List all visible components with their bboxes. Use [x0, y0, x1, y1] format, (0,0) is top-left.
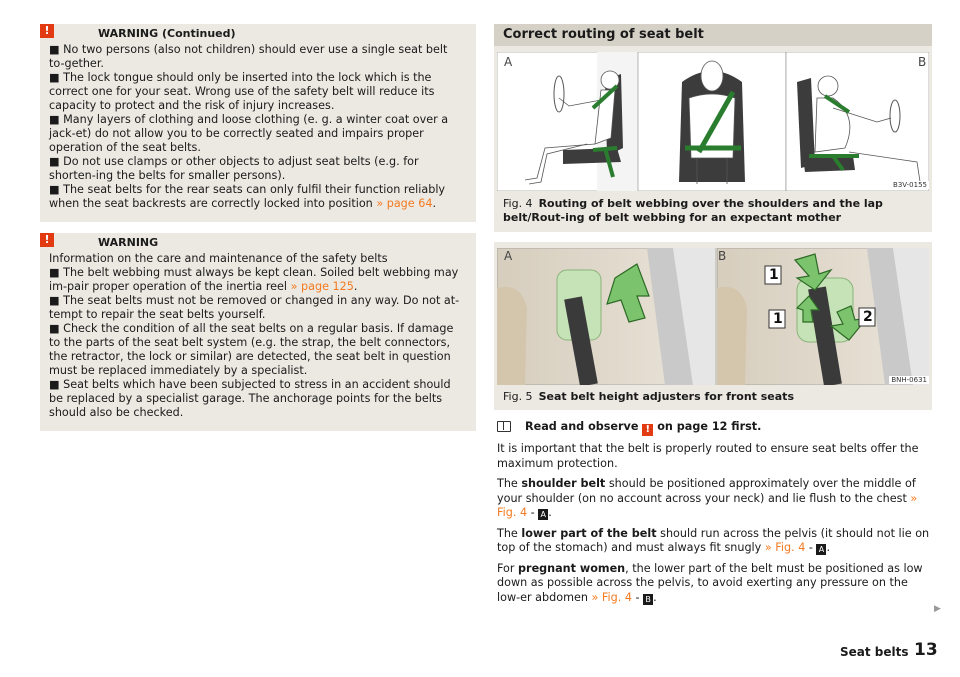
figure-4-caption-text: Routing of belt webbing over the shoulders and the lap belt/Rout-ing of belt webbing for an expectant mother — [503, 197, 883, 224]
figure-5-caption-text: Seat belt height adjusters for front seats — [538, 390, 794, 403]
paragraph-lap-belt: The lower part of the belt should run across the pelvis (it should not lie on top of the stomach) and must always fit snugly » Fig. 4 - A . — [497, 526, 930, 554]
figure-5 — [494, 242, 932, 410]
figure-5-code: BNH-0631 — [891, 376, 927, 384]
fig-4-link[interactable]: » Fig. 4 — [497, 491, 918, 519]
warning-item: ■ The seat belts for the rear seats can only fulfil their function reliably when the seat backrests are correctly locked into position » page 64. — [49, 183, 446, 210]
warning-item: ■ The seat belts must not be removed or changed in any way. Do not at-tempt to repair the seat belts yourself. — [49, 294, 460, 321]
warning-icon: ! — [40, 233, 54, 247]
fig-4-link[interactable]: » Fig. 4 — [591, 590, 632, 604]
warning-intro: Information on the care and maintenance of the safety belts — [49, 252, 388, 265]
figure-5-caption — [503, 390, 794, 404]
box-letter-b: B — [643, 594, 653, 605]
read-and-observe: Read and observe ! on page 12 first. — [525, 420, 933, 436]
section-title: Correct routing of seat belt — [494, 24, 932, 46]
warning-item: ■ Do not use clamps or other objects to adjust seat belts (e.g. for shorten-ing the belts for smaller persons). — [49, 155, 419, 182]
figure-4-caption — [503, 197, 928, 225]
warning-continued-body — [49, 43, 466, 211]
paragraph-pregnant-women: For pregnant women, the lower part of the belt must be positioned as low down as possible across the pelvis, to avoid exerting any pressure on the low-er abdomen » Fig. 4 - B . — [497, 561, 923, 604]
page-125-link[interactable]: » page 125 — [290, 280, 354, 293]
marker-2: 2 — [863, 309, 873, 325]
figure-4-number: Fig. 4 — [503, 197, 533, 210]
figure-4-label-a: A — [504, 55, 513, 69]
paragraph-belt-routing: It is important that the belt is properly routed to ensure seat belts offer the maximum protection. — [497, 442, 919, 470]
warning-item: ■ No two persons (also not children) should ever use a single seat belt to-gether. — [49, 43, 448, 70]
figure-5-label-b: B — [718, 249, 727, 263]
warning-body — [49, 252, 466, 420]
figure-4-illustration — [497, 52, 929, 191]
page-number: 13 — [914, 640, 938, 660]
marker-1-lower: 1 — [773, 311, 783, 327]
continue-arrow-icon: ▶ — [934, 604, 941, 614]
figure-5-number: Fig. 5 — [503, 390, 533, 403]
warning-continued-header — [44, 24, 466, 43]
warning-item: ■ Seat belts which have been subjected to stress in an accident should be replaced by a specialist garage. The anchorage points for the belts should also be checked. — [49, 378, 451, 419]
warning-item: ■ The lock tongue should only be inserted into the lock which is the correct one for your seat. Wrong use of the safety belt will reduce its capacity to protect and the risk of injury increases. — [49, 71, 435, 112]
warning-icon: ! — [40, 24, 54, 38]
figure-4-code: B3V-0155 — [893, 181, 927, 189]
box-letter-a: A — [816, 544, 826, 555]
main-text — [497, 420, 933, 611]
figure-4-label-b: B — [918, 55, 927, 69]
figure-5-label-a: A — [504, 249, 513, 263]
box-letter-a: A — [538, 509, 548, 520]
book-icon — [497, 421, 511, 432]
fig-4-link[interactable]: » Fig. 4 — [764, 541, 806, 554]
warning-item: ■ Check the condition of all the seat belts on a regular basis. If damage to the parts of the seat belt system (e.g. the strap, the belt connectors, the retractor, the lock or similar) are detected, the seat belt in question must be replaced immediately by a specialist. — [49, 322, 454, 377]
warning-title: WARNING — [98, 236, 159, 249]
page-64-link[interactable]: » page 64 — [376, 197, 433, 210]
paragraph-shoulder-belt: The shoulder belt should be positioned approximately over the middle of your shoulder (on no account across your neck) and lie flush to the chest » Fig. 4 - A . — [497, 477, 918, 519]
warning-continued-title: WARNING (Continued) — [98, 27, 236, 40]
footer-section-label: Seat belts — [840, 645, 909, 659]
warning-continued-box — [40, 24, 476, 222]
warning-header — [44, 233, 466, 252]
warning-icon: ! — [642, 424, 653, 436]
warning-item: ■ Many layers of clothing and loose clothing (e. g. a winter coat over a jack-et) do not allow you to be correctly seated and impairs proper operation of the seat belts. — [49, 113, 449, 154]
warning-box — [40, 233, 476, 431]
warning-item: ■ The belt webbing must always be kept clean. Soiled belt webbing may im-pair proper operation of the inertia reel » page 125. — [49, 266, 459, 293]
figure-4 — [494, 46, 932, 232]
marker-1-upper: 1 — [769, 267, 779, 283]
